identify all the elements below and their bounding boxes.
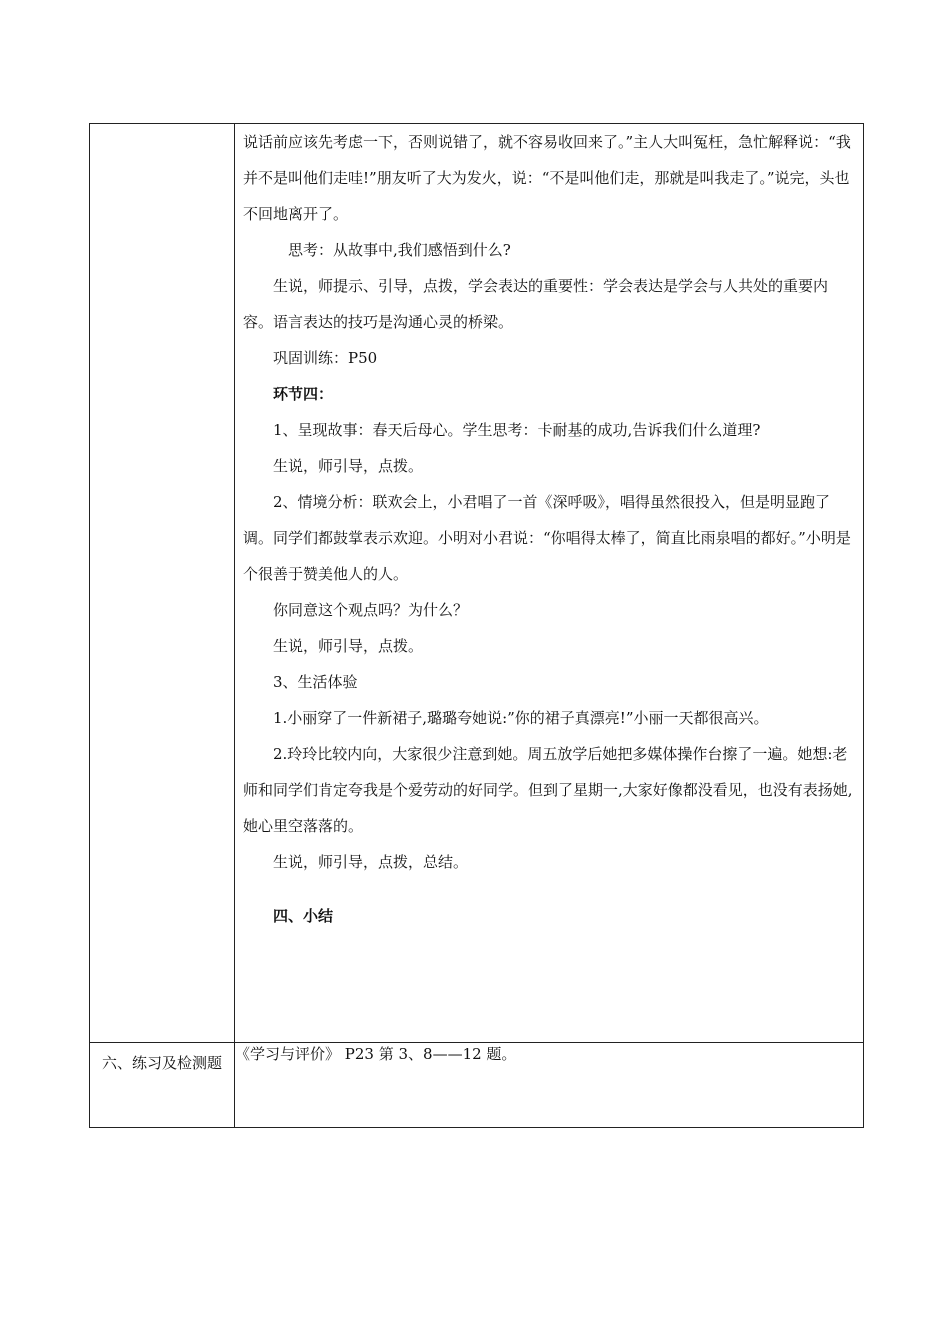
teaching-content [235, 124, 863, 934]
opinion-question: 你同意这个观点吗？为什么？ [273, 601, 469, 619]
story-continuation: 说话前应该先考虑一下，否则说错了，就不容易收回来了。”主人大叫冤枉，急忙解释说：“我并不是叫他们走哇!”朋友听了大为发火，说：“不是叫他们走，那就是叫我走了。”说完，头也不回地离开了。 [243, 133, 851, 223]
teaching-process-row [90, 124, 864, 1043]
left-label-cell-empty [90, 124, 235, 1043]
item-2-scenario: 2、情境分析：联欢会上，小君唱了一首《深呼吸》，唱得虽然很投入，但是明显跑了调。同学们都鼓掌表示欢迎。小明对小君说：“你唱得太棒了，简直比雨泉唱的都好。”小明是个很善于赞美他人的人。 [243, 493, 851, 583]
lesson-plan-table [89, 123, 864, 1128]
teacher-guidance-1: 生说，师提示、引导，点拨，学会表达的重要性：学会表达是学会与人共处的重要内容。语言表达的技巧是沟通心灵的桥梁。 [243, 277, 829, 331]
section-four-heading: 环节四： [273, 385, 334, 403]
exercise-row [90, 1043, 864, 1128]
teacher-summary: 生说，师引导，点拨，总结。 [273, 853, 469, 871]
item-3-heading: 3、生活体验 [273, 673, 358, 691]
practice-reference: 巩固训练：P50 [273, 349, 378, 367]
life-example-2: 2.玲玲比较内向，大家很少注意到她。周五放学后她把多媒体操作台擦了一遍。她想:老师和同学们肯定夸我是个爱劳动的好同学。但到了星期一,大家好像都没看见，也没有表扬她,她心里空落落的。 [243, 745, 853, 835]
teacher-guidance-3: 生说，师引导，点拨。 [273, 637, 424, 655]
item-1-story: 1、呈现故事：春天后母心。学生思考：卡耐基的成功,告诉我们什么道理? [273, 421, 761, 439]
teacher-guidance-2: 生说，师引导，点拨。 [273, 457, 424, 475]
think-question: 思考：从故事中,我们感悟到什么? [288, 241, 511, 259]
life-example-1: 1.小丽穿了一件新裙子,璐璐夸她说:”你的裙子真漂亮!”小丽一天都很高兴。 [273, 709, 769, 727]
teaching-content-cell [235, 124, 864, 1043]
exercise-content: 《学习与评价》 P23 第 3、8——12 题。 [235, 1043, 864, 1128]
summary-heading: 四、小结 [273, 907, 334, 925]
exercise-label: 六、练习及检测题 [90, 1043, 235, 1128]
